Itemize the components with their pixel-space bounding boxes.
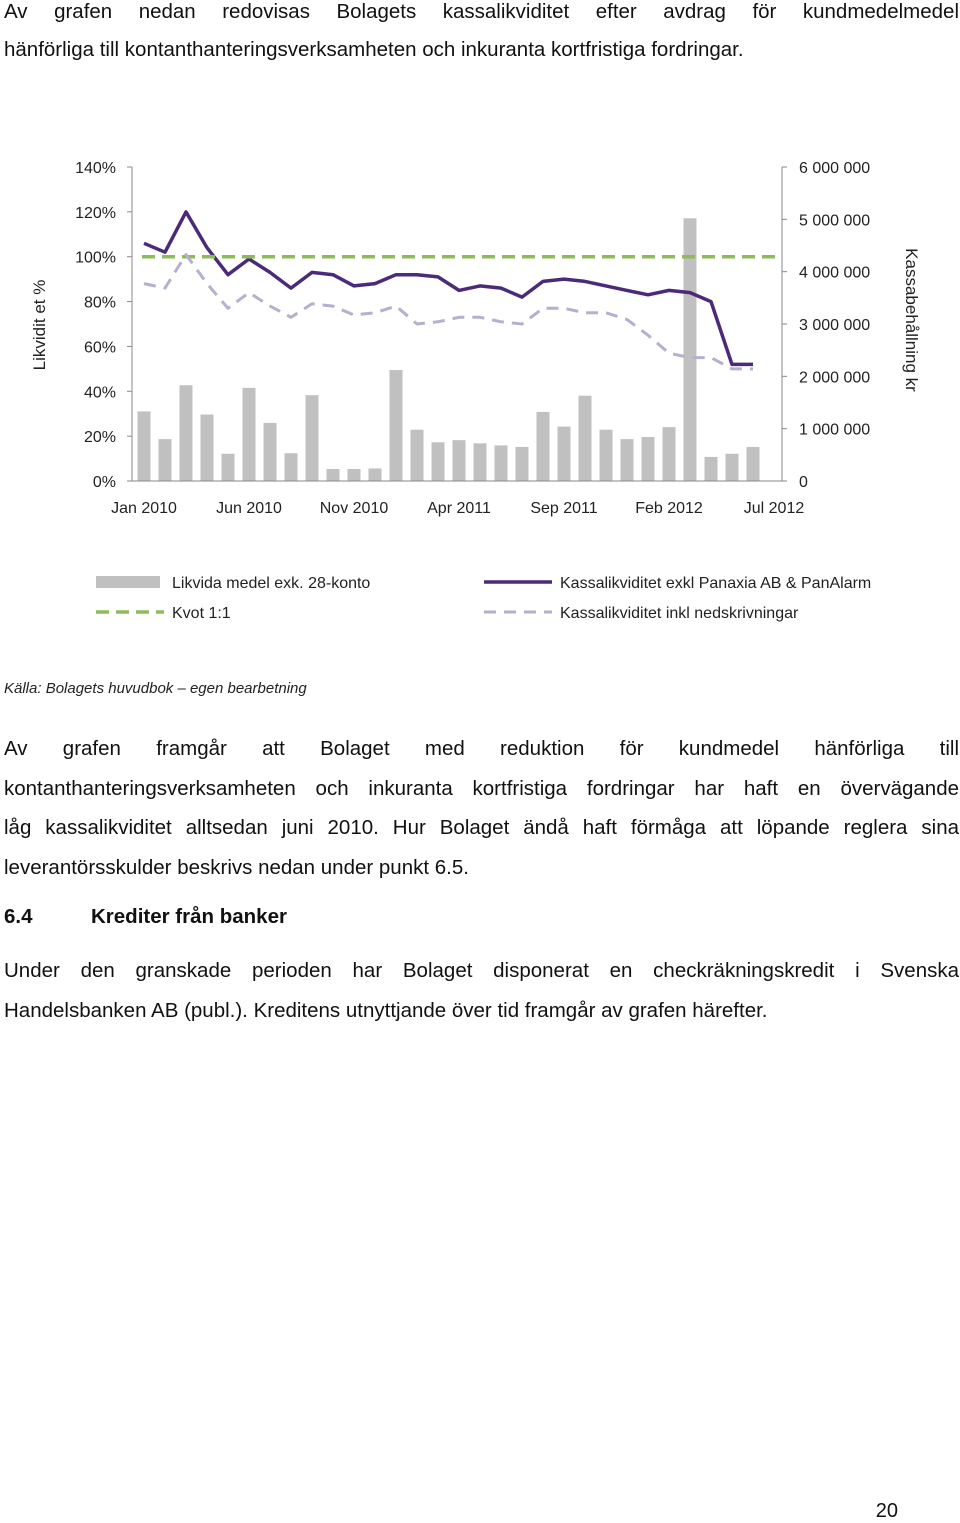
bar (453, 440, 466, 481)
right-tick-label: 6 000 000 (799, 160, 871, 177)
left-tick-label: 80% (83, 294, 116, 312)
left-tick-label: 60% (83, 339, 116, 357)
section-number: 6.4 (4, 905, 33, 928)
analysis-line-4: leverantörsskulder beskrivs nedan under punkt 6.5. (4, 855, 469, 879)
bar (516, 447, 529, 481)
legend-label: Likvida medel exk. 28-konto (172, 575, 371, 592)
bar (264, 423, 277, 481)
right-tick-label: 2 000 000 (799, 369, 871, 387)
credit-line-1: Under den granskade perioden har Bolaget disponerat en checkräkningskredit i Svenska (4, 959, 959, 982)
left-axis (75, 160, 132, 491)
credit-line-2: Handelsbanken AB (publ.). Kreditens utnyttjande över tid framgår av grafen härefter. (4, 998, 768, 1022)
bar (306, 395, 319, 481)
x-tick-label: Sep 2011 (530, 500, 598, 517)
bar (537, 412, 550, 481)
analysis-line-3: låg kassalikviditet alltsedan juni 2010. Hur Bolaget ändå haft förmåga att löpande reglera sina (4, 816, 959, 839)
bar (621, 439, 634, 481)
left-tick-label: 100% (75, 249, 116, 267)
intro-line-1: Av grafen nedan redovisas Bolagets kassalikviditet efter avdrag för kundmedelmedel (4, 0, 959, 23)
x-tick-label: Apr 2011 (427, 500, 491, 517)
x-tick-label: Nov 2010 (319, 500, 389, 517)
bar (642, 437, 655, 481)
chart-legend (96, 575, 871, 622)
bar (495, 445, 508, 481)
right-tick-label: 5 000 000 (799, 212, 871, 230)
left-axis-title: Likvidit et % (30, 279, 49, 371)
right-tick-label: 0 (799, 474, 808, 491)
legend-swatch (96, 576, 160, 588)
credit-paragraph (4, 951, 959, 1030)
bar (201, 415, 214, 481)
right-axis-title: Kassabehållning kr (902, 248, 921, 392)
section-heading (4, 905, 287, 929)
series-line (144, 212, 753, 365)
bar (411, 430, 424, 481)
analysis-line-1: Av grafen framgår att Bolaget med reduktion för kundmedel hänförliga till (4, 737, 959, 760)
right-tick-label: 1 000 000 (799, 421, 871, 439)
bar (285, 453, 298, 481)
bar (243, 388, 256, 481)
bar (159, 439, 172, 481)
bar (222, 454, 235, 481)
bar (348, 469, 361, 481)
section-title: Krediter från banker (91, 905, 287, 928)
left-tick-label: 140% (75, 160, 116, 177)
bar (180, 385, 193, 481)
bar (705, 457, 718, 481)
bar (600, 430, 613, 481)
source-caption: Källa: Bolagets huvudbok – egen bearbetning (4, 680, 307, 697)
bar (138, 411, 151, 481)
x-tick-label: Feb 2012 (635, 500, 703, 517)
bar (327, 469, 340, 481)
analysis-paragraph (4, 729, 959, 887)
bar (747, 447, 760, 481)
x-tick-label: Jul 2012 (743, 500, 805, 517)
bar (474, 443, 487, 481)
page-number: 20 (875, 1500, 898, 1522)
legend-label: Kvot 1:1 (172, 605, 231, 622)
legend-label: Kassalikviditet inkl nedskrivningar (560, 605, 799, 622)
bar (663, 427, 676, 481)
series-line (144, 255, 753, 369)
x-axis-labels (111, 500, 804, 517)
x-tick-label: Jan 2010 (111, 500, 177, 517)
intro-line-2: hänförliga till kontanthanteringsverksamheten och inkuranta kortfristiga fordringar. (4, 38, 744, 61)
bar (579, 396, 592, 481)
line-series (142, 212, 778, 369)
left-tick-label: 40% (83, 384, 116, 402)
left-tick-label: 20% (83, 429, 116, 447)
left-tick-label: 0% (92, 474, 116, 491)
liquidity-chart (0, 140, 960, 630)
right-tick-label: 4 000 000 (799, 264, 871, 282)
analysis-line-2: kontanthanteringsverksamheten och inkuranta kortfristiga fordringar har haft en övervägande (4, 776, 959, 800)
left-tick-label: 120% (75, 204, 116, 222)
right-axis (782, 160, 870, 491)
intro-paragraph (4, 0, 959, 69)
bar (558, 427, 571, 481)
right-tick-label: 3 000 000 (799, 317, 871, 334)
bar (369, 468, 382, 481)
bar (726, 454, 739, 481)
bar (432, 442, 445, 481)
legend-label: Kassalikviditet exkl Panaxia AB & PanAlarm (560, 575, 872, 592)
bar (390, 370, 403, 481)
x-tick-label: Jun 2010 (216, 500, 282, 517)
